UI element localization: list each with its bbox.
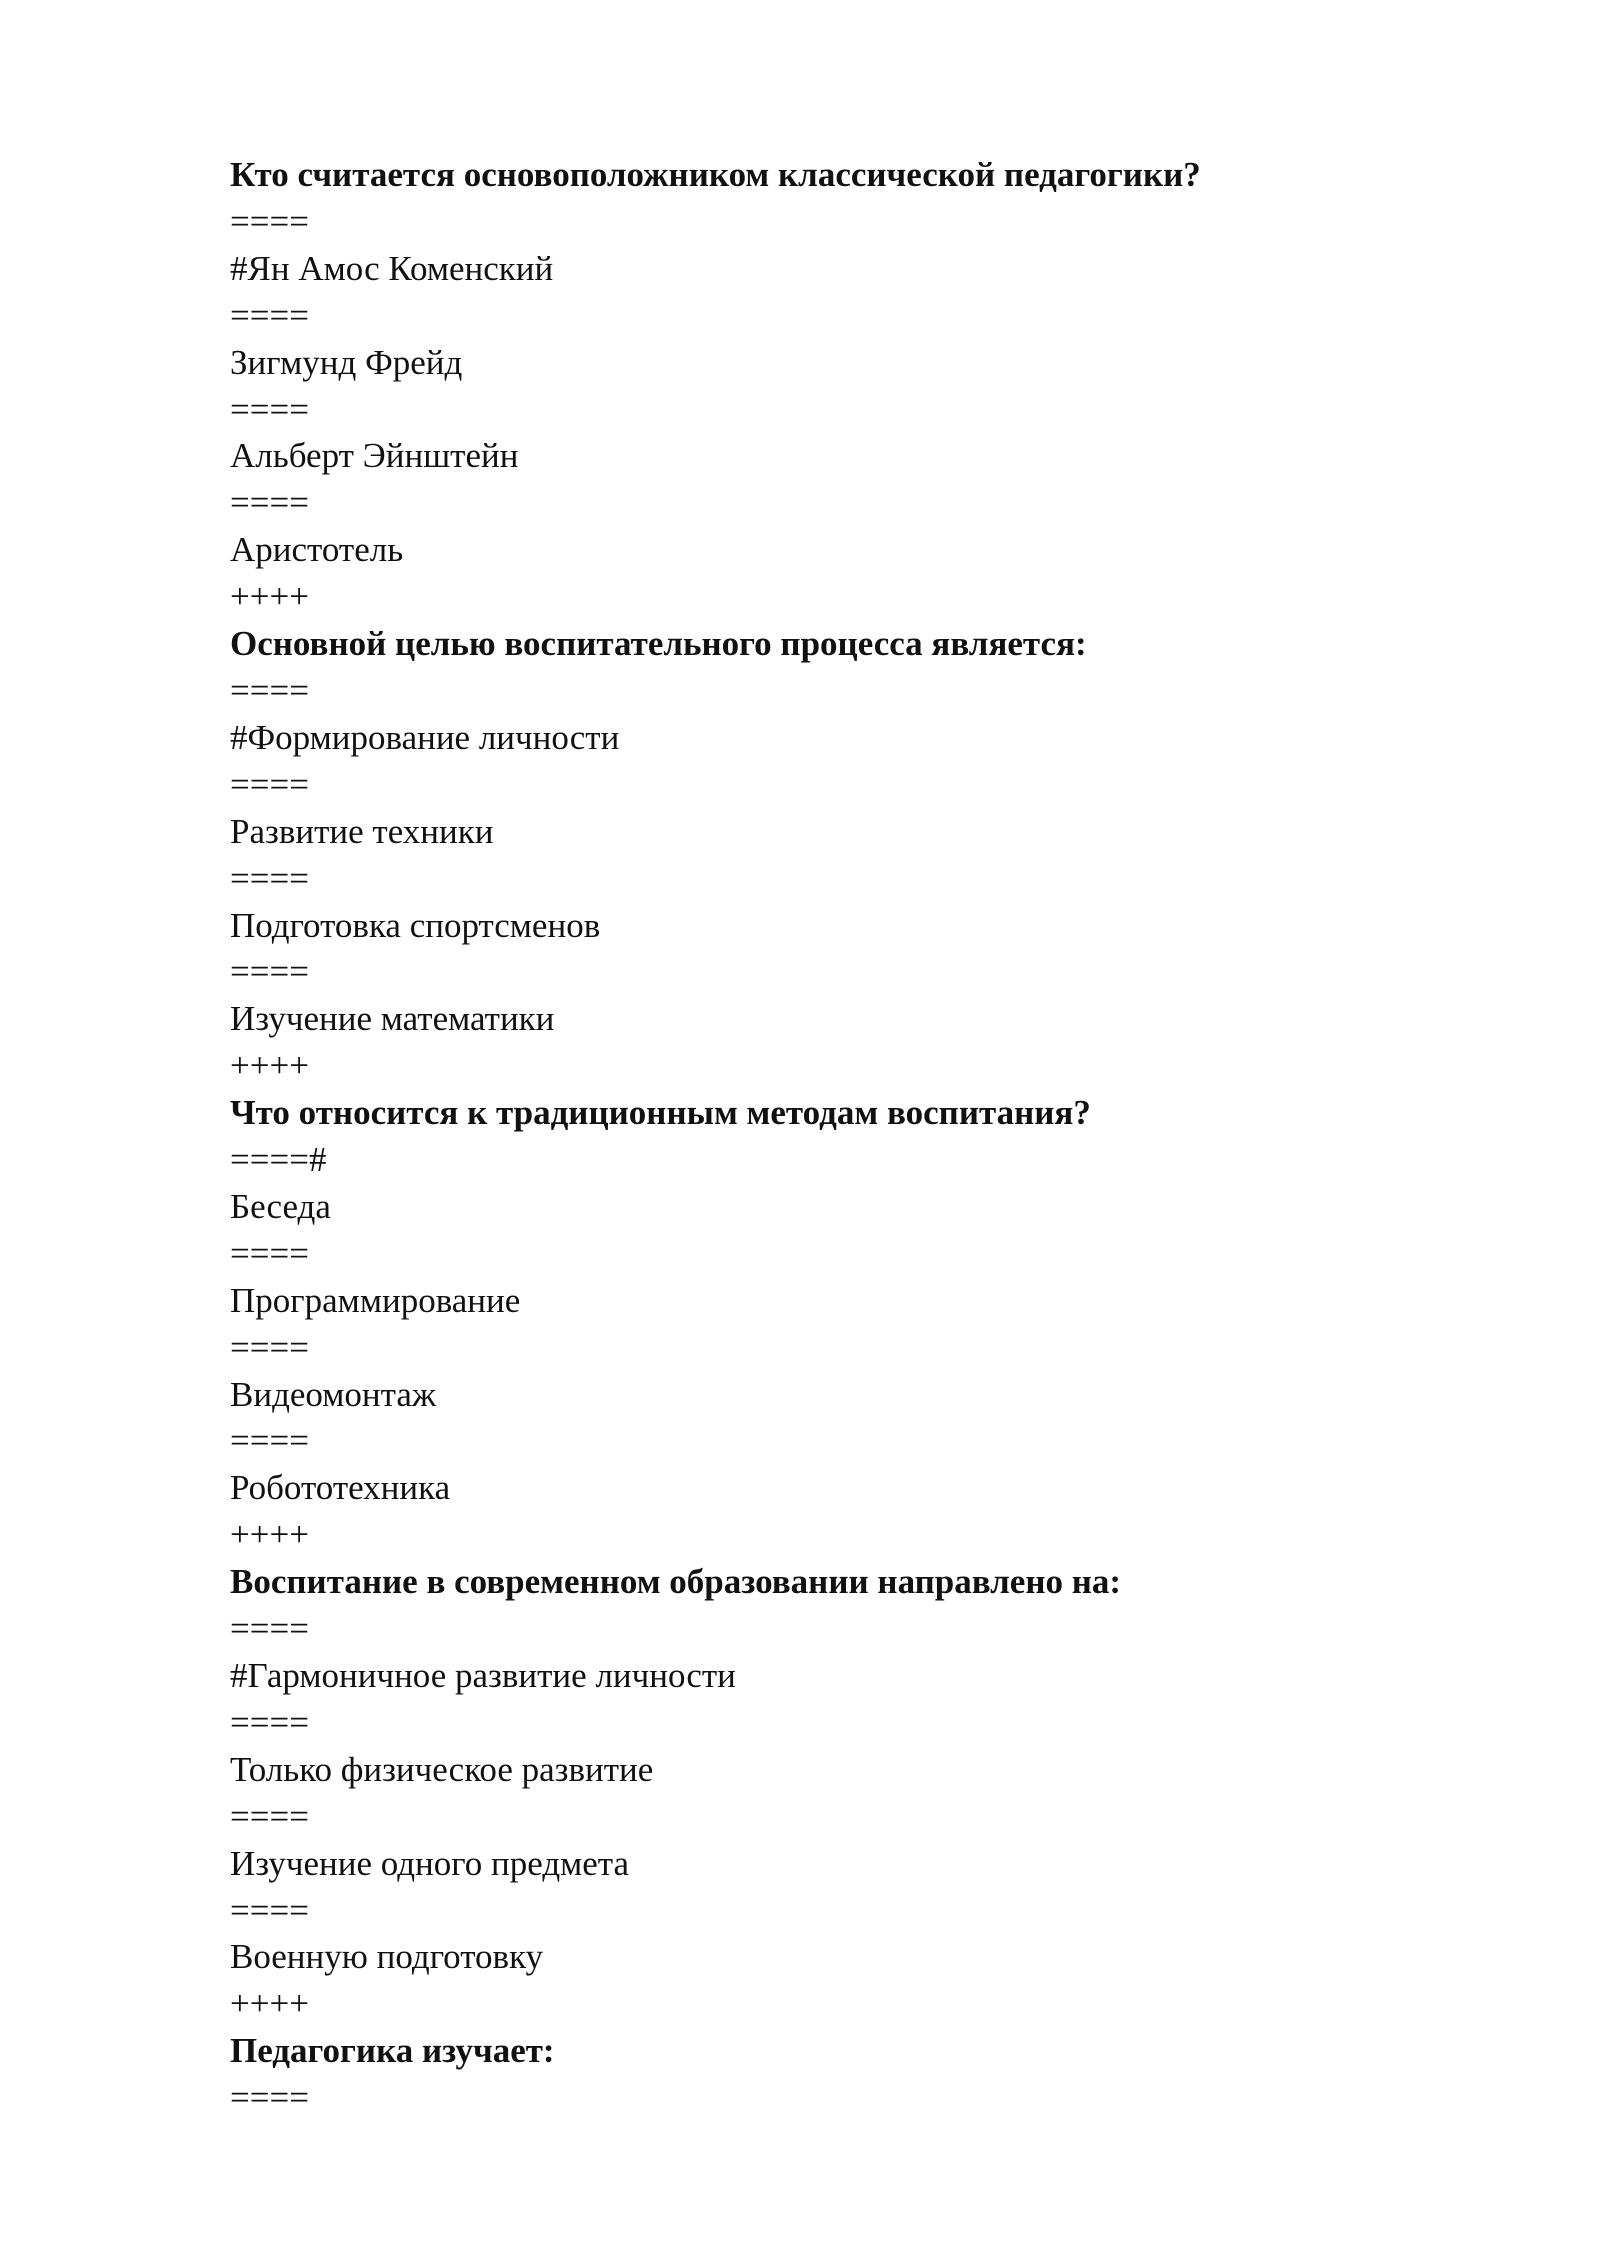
answer-option: Аристотель	[230, 530, 404, 570]
answer-option: Робототехника	[230, 1468, 451, 1508]
option-separator: ====	[230, 952, 309, 992]
answer-option: Подготовка спортсменов	[230, 905, 601, 945]
question-text: Что относится к традиционным методам воспитания?	[230, 1093, 1091, 1133]
option-separator: ====	[230, 858, 309, 898]
question-end-marker: ++++	[230, 1984, 309, 2024]
answer-option: Развитие техники	[230, 811, 494, 851]
option-separator: ====	[230, 1702, 309, 1742]
answer-option: #Гармоничное развитие личности	[230, 1656, 736, 1695]
question-end-marker: ++++	[230, 577, 309, 617]
option-separator: ====	[230, 201, 309, 241]
answer-option: Изучение одного предмета	[230, 1843, 630, 1883]
answer-option: Зигмунд Фрейд	[230, 342, 463, 382]
answer-option: Только физическое развитие	[230, 1749, 654, 1789]
answer-option: Программирование	[230, 1280, 521, 1320]
answer-option: Беседа	[230, 1186, 331, 1226]
question-text: Педагогика изучает:	[230, 2031, 555, 2071]
option-separator: ====	[230, 670, 309, 710]
answer-option: Изучение математики	[230, 999, 555, 1039]
question-end-marker: ++++	[230, 1515, 309, 1555]
answer-option: #Формирование личности	[230, 717, 620, 757]
option-separator: ====	[230, 389, 309, 429]
option-separator: ====#	[230, 1140, 327, 1180]
option-separator: ====	[230, 764, 309, 804]
question-text: Основной целью воспитательного процесса является:	[230, 624, 1087, 664]
option-separator: ====	[230, 1890, 309, 1930]
answer-option: Военную подготовку	[230, 1937, 544, 1977]
answer-option: #Ян Амос Коменский	[230, 248, 554, 288]
question-text: Кто считается основоположником классической педагогики?	[230, 155, 1201, 194]
option-separator: ====	[230, 1327, 309, 1367]
document-body	[230, 152, 1430, 2122]
option-separator: ====	[230, 1796, 309, 1836]
option-separator: ====	[230, 2078, 309, 2118]
option-separator: ====	[230, 483, 309, 523]
question-end-marker: ++++	[230, 1046, 309, 1086]
option-separator: ====	[230, 1421, 309, 1461]
option-separator: ====	[230, 1233, 309, 1273]
option-separator: ====	[230, 1609, 309, 1649]
answer-option: Видеомонтаж	[230, 1374, 437, 1414]
answer-option: Альберт Эйнштейн	[230, 436, 519, 476]
option-separator: ====	[230, 295, 309, 335]
question-text: Воспитание в современном образовании направлено на:	[230, 1562, 1122, 1602]
